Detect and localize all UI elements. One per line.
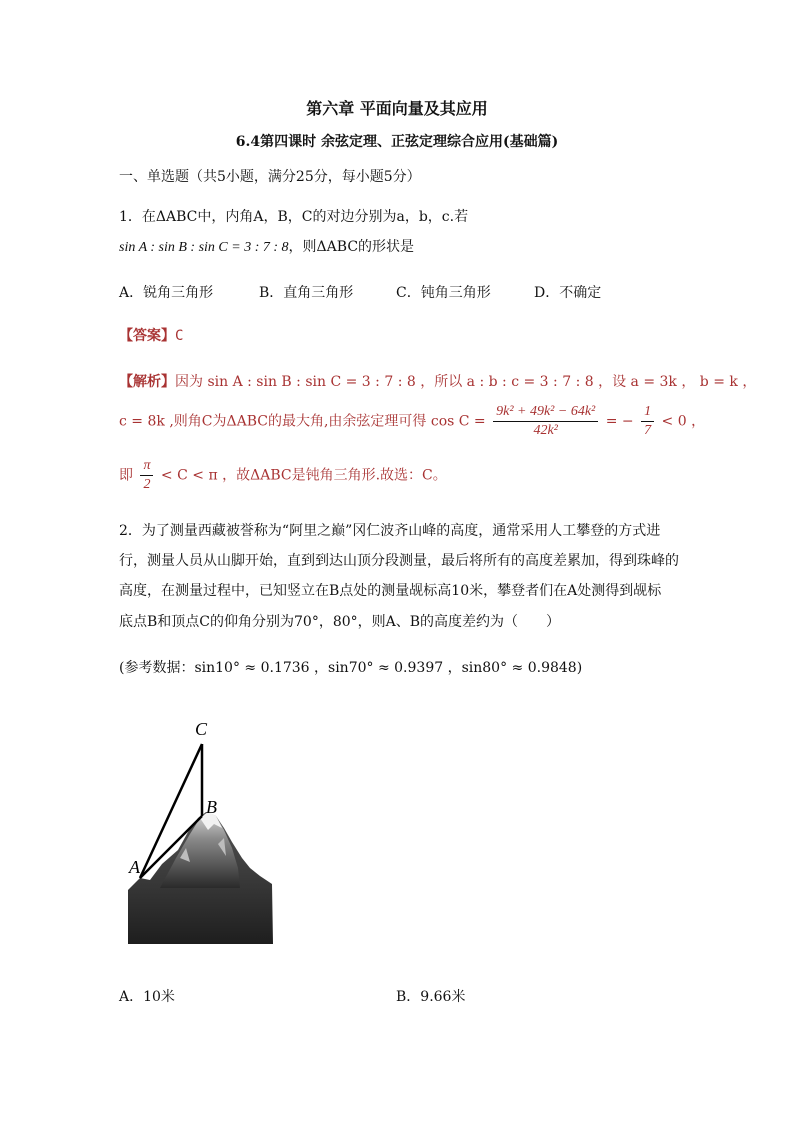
cosine-denominator: 42k² (533, 423, 558, 438)
analysis-tag: 【解析】 (119, 374, 175, 390)
q1-option-c: C．钝角三角形 (396, 285, 491, 301)
label-b: B (206, 797, 217, 817)
chapter-title: 第六章 平面向量及其应用 (306, 99, 488, 118)
q1-option-b: B．直角三角形 (259, 285, 354, 301)
q1-ratio-formula: sin A : sin B : sin C = 3 : 7 : 8 (119, 240, 289, 255)
analysis-text-2-end: < 0 ， (661, 413, 706, 430)
one-seventh-numerator: 1 (641, 404, 654, 422)
analysis-equals: = − (605, 413, 634, 430)
mountain-figure (120, 712, 280, 952)
q1-answer (119, 325, 183, 345)
pi-denominator: 2 (143, 477, 151, 492)
q2-option-b: B．9.66米 (396, 989, 466, 1005)
mountain-peak (160, 812, 240, 888)
analysis-text-1: 因为 sin A : sin B : sin C = 3 : 7 : 8 ，所以 a : b : c = 3 : 7 : 8 ，设 a = 3k ， b = k ， (175, 374, 757, 390)
q1-stem-line1: 1．在ΔABC中，内角A，B，C的对边分别为a，b，c.若 (119, 209, 469, 225)
q1-analysis-line1 (119, 371, 756, 391)
answer-tag: 【答案】 (119, 328, 175, 344)
cosine-numerator: 9k² + 49k² − 64k² (493, 404, 598, 422)
q2-line2: 行，测量人员从山脚开始，直到到达山顶分段测量，最后将所有的高度差累加，得到珠峰的 (119, 553, 679, 569)
one-seventh-fraction (641, 404, 654, 439)
q1-analysis-line3 (119, 458, 447, 493)
q1-analysis-line2 (119, 404, 705, 439)
lesson-subtitle: 6.4第四课时 余弦定理、正弦定理综合应用(基础篇) (235, 134, 559, 150)
pi-numerator: π (140, 458, 153, 476)
q2-line3: 高度，在测量过程中，已知竖立在B点处的测量觇标高10米，攀登者们在A处测得到觇标 (119, 583, 662, 599)
q1-option-a: A．锐角三角形 (119, 285, 214, 301)
q2-line1: 2．为了测量西藏被誉称为“阿里之巅”冈仁波齐山峰的高度，通常采用人工攀登的方式进 (119, 523, 661, 539)
section-title: 一、单选题（共5小题，满分25分，每小题5分） (119, 169, 421, 185)
cosine-fraction (493, 404, 598, 439)
pi-over-2-fraction (140, 458, 153, 493)
one-seventh-denominator: 7 (644, 423, 652, 438)
analysis-text-3a: 即 (119, 467, 133, 484)
q1-stem-line2 (119, 236, 414, 256)
q1-option-d: D．不确定 (534, 285, 602, 301)
answer-value: C (175, 328, 184, 344)
analysis-text-2: c = 8k ,则角C为ΔABC的最大角,由余弦定理可得 cos C = (119, 413, 486, 430)
q1-stem-tail: ，则ΔABC的形状是 (288, 239, 415, 255)
label-c: C (195, 719, 208, 739)
q2-reference-data: (参考数据：sin10° ≈ 0.1736 ，sin70° ≈ 0.9397 ，sin80° ≈ 0.9848) (119, 660, 583, 676)
label-a: A (129, 857, 140, 877)
analysis-text-3b: < C < π ，故ΔABC是钝角三角形.故选：C。 (160, 467, 447, 484)
q2-option-a: A．10米 (119, 989, 175, 1005)
q2-line4: 底点B和顶点C的仰角分别为70°，80°，则A、B的高度差约为（ ） (119, 614, 561, 630)
